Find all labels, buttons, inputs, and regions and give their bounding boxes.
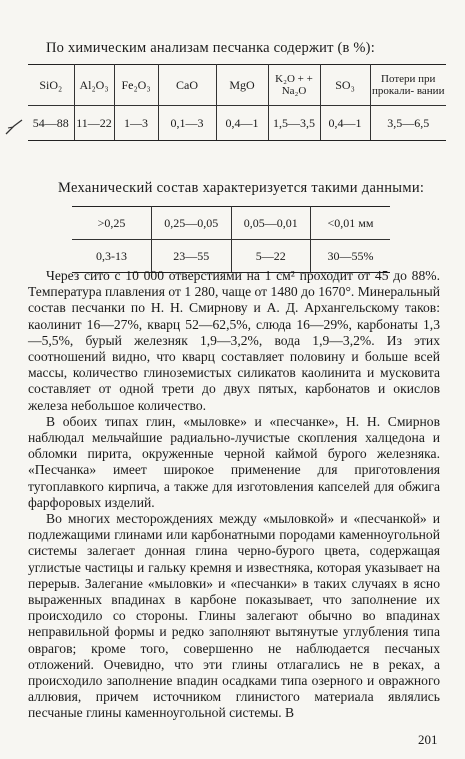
chemical-composition-table (28, 64, 446, 141)
chem-value-cell: 3,5—6,5 (370, 106, 446, 141)
chem-value-cell: 0,4—1 (320, 106, 370, 141)
chem-value-cell: 54—88 (28, 106, 74, 141)
body-text (28, 268, 440, 722)
mech-header-cell: <0,01 мм (311, 207, 391, 240)
chem-header-cell: Fe₂O₃ (114, 65, 158, 106)
mech-header-cell: >0,25 (72, 207, 152, 240)
chem-header-cell: Al₂O₃ (74, 65, 114, 106)
mech-value-cell: 23—55 (152, 240, 232, 273)
mechanical-analysis-intro: Механический состав характеризуется такими данными: (58, 180, 425, 196)
chem-header-cell: SiO₂ (28, 65, 74, 106)
chem-value-cell: 11—22 (74, 106, 114, 141)
chemical-analysis-intro: По химическим анализам песчанка содержит (в %): (46, 40, 375, 56)
chem-value-cell: 0,4—1 (216, 106, 268, 141)
mech-value-cell: 0,3-13 (72, 240, 152, 273)
mech-value-cell: 30—55% (311, 240, 391, 273)
mech-header-row (72, 207, 390, 240)
chem-value-cell: 1—3 (114, 106, 158, 141)
paragraph: Через сито с 10 000 отверстиями на 1 см² проходит от 45 до 88%. Температура плавления от 1 280, чаще от 1480 до 1670°. Минеральный состав песчанки по Н. Н. Смирнову и А. Д. Архангельскому таков: каолинит 16—27%, кварц 52—62,5%, слюда 16—29%, карбонаты 1,3—5,5%, бурый железняк 1,9—3,2%, вода 1,9—3,2%. Из этих соотношений видно, что кварц составляет половину и больше всей массы, количество глиноземистых силикатов каолинита и мусковита составляет от одной трети до двух пятых, карбонатов и окислов железа небольшое количество. (28, 268, 440, 413)
paragraph: В обоих типах глин, «мыловке» и «песчанке», Н. Н. Смирнов наблюдал мельчайшие радиально-лучистые скопления халцедона и обломки пирита, окруженные черной каймой бурого железняка. «Песчанка» имеет широкое применение для приготовления тугоплавкого кирпича, а также для изготовления капселей для обжига фарфоровых изделий. (28, 413, 440, 510)
chem-header-cell: K₂O + + Na₂O (268, 65, 320, 106)
page-number: 201 (418, 732, 438, 747)
pencil-mark-icon (4, 114, 28, 136)
chem-value-row (28, 106, 446, 141)
mech-value-cell: 5—22 (231, 240, 311, 273)
chem-header-cell: CaO (158, 65, 216, 106)
mechanical-composition-table (72, 206, 390, 273)
chem-value-cell: 1,5—3,5 (268, 106, 320, 141)
chem-header-cell: MgO (216, 65, 268, 106)
paragraph: Во многих месторождениях между «мыловкой» и «песчанкой» и подлежащими глинами или карбонатными породами каменноугольной системы залегает донная глина черно-бурого цвета, содержащая углистые частицы и гальку кремня и известняка, которая указывает на перерыв. Залегание «мыловки» и «песчанки» в таких случаях в ясно выраженных впадинах в карбоне показывает, что заполнение их происходило со стороны. Глины залегают обычно во впадинах неправильной формы и редко заполняют вытянутые углубления типа оврагов; кроме того, совершенно не наблюдается песчаных отложений. Очевидно, что эти глины отлагались не в реках, а происходило заполнение впадин осадками типа озерного и овражного аллювия, причем источником глинистого материала являлись песчаные глины каменноугольной системы. В (28, 511, 440, 721)
mech-header-cell: 0,25—0,05 (152, 207, 232, 240)
mech-header-cell: 0,05—0,01 (231, 207, 311, 240)
chem-value-cell: 0,1—3 (158, 106, 216, 141)
chem-header-cell: SO₃ (320, 65, 370, 106)
chem-header-row (28, 65, 446, 106)
chem-header-cell: Потери при прокали- вании (370, 65, 446, 106)
